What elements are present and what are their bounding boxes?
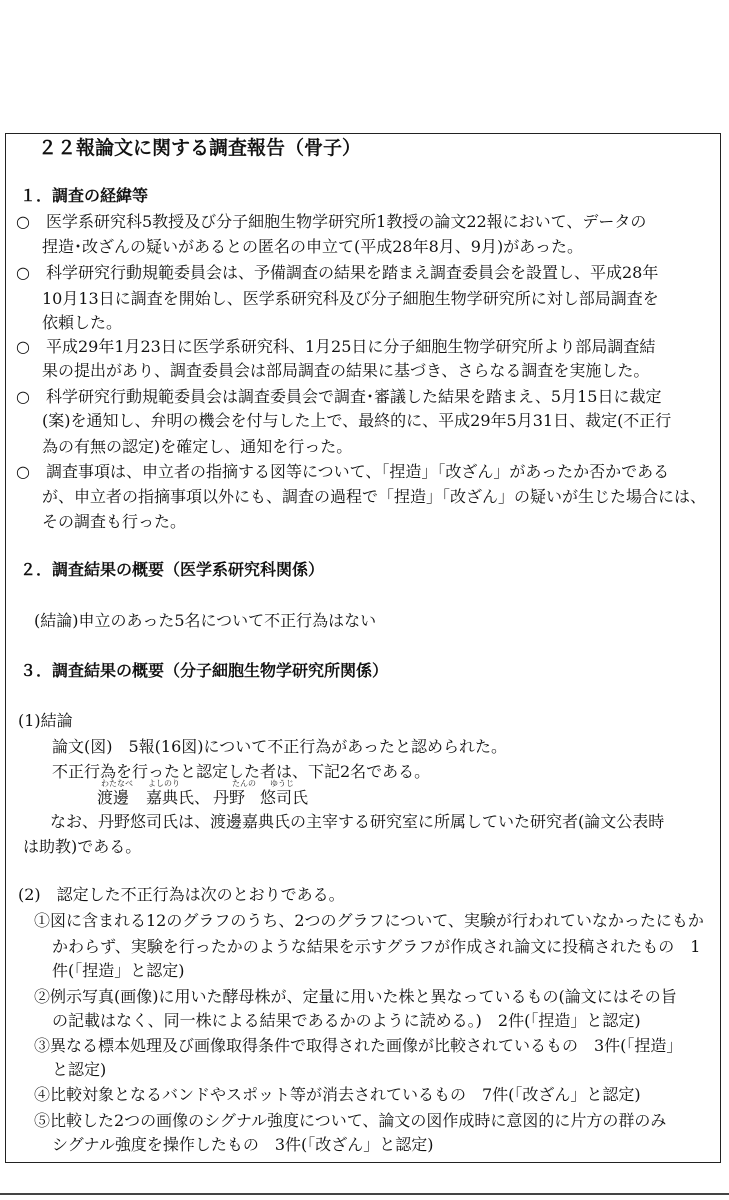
- para-2-line-3: 依頼した。: [42, 313, 123, 332]
- bottom-edge-line: [0, 1193, 729, 1195]
- para-3-line-2: 果の提出があり、調査委員会は部局調査の結果に基づき、さらなる調査を実施した。: [42, 361, 650, 380]
- para-1-line-1: ○ 医学系研究科5教授及び分子細胞生物学研究所1教授の論文22報において、データの: [16, 212, 647, 231]
- item-4-line-1: ④比較対象となるバンドやスポット等が消去されているもの 7件(「改ざん」と認定): [34, 1085, 641, 1104]
- name-3: 丹野: [213, 788, 246, 807]
- name-4-ruby: ゆうじ: [270, 779, 294, 788]
- name-2-ruby: よしのり: [148, 779, 180, 788]
- subsection-1-label: (1)結論: [18, 711, 73, 730]
- item-1-line-2: かわらず、実験を行ったかのような結果を示すグラフが作成され論文に投稿されたもの 1: [52, 937, 701, 956]
- note-line-1: なお、丹野悠司氏は、渡邊嘉典氏の主宰する研究室に所属していた研究者(論文公表時: [50, 812, 665, 831]
- item-5-line-1: ⑤比較した2つの画像のシグナル強度について、論文の図作成時に意図的に片方の群のみ: [34, 1111, 667, 1130]
- subsection-2-label: (2) 認定した不正行為は次のとおりである。: [18, 885, 345, 904]
- para-1-line-2: 捏造･改ざんの疑いがあるとの匿名の申立て(平成28年8月、9月)があった。: [42, 237, 584, 256]
- para-2-line-1: ○ 科学研究行動規範委員会は、予備調査の結果を踏まえ調査委員会を設置し、平成28年: [16, 263, 659, 282]
- para-4-line-2: (案)を通知し、弁明の機会を付与した上で、最終的に、平成29年5月31日、裁定(不正行: [42, 411, 672, 430]
- conclusion-line-1: 論文(図) 5報(16図)について不正行為があったと認められた。: [52, 737, 508, 756]
- section-2-conclusion: (結論)申立のあった5名について不正行為はない: [34, 611, 377, 630]
- section-1-heading: １．調査の経緯等: [20, 186, 149, 205]
- note-line-2: は助教)である。: [23, 837, 142, 856]
- para-3-line-1: ○ 平成29年1月23日に医学系研究科、1月25日に分子細胞生物学研究所より部局調査結: [16, 337, 656, 356]
- section-3-heading: ３．調査結果の概要（分子細胞生物学研究所関係）: [20, 661, 389, 680]
- item-2-line-2: の記載はなく、同一株による結果であるかのように読める。) 2件(「捏造」と認定): [52, 1011, 641, 1030]
- para-5-line-2: が、申立者の指摘事項以外にも、調査の過程で「捏造」「改ざん」の疑いが生じた場合には、: [42, 487, 707, 506]
- item-3-line-1: ③異なる標本処理及び画像取得条件で取得された画像が比較されているもの 3件(「捏造」: [34, 1036, 683, 1055]
- conclusion-line-2: 不正行為を行ったと認定した者は、下記2名である。: [52, 762, 431, 781]
- name-4: 悠司氏: [260, 788, 309, 807]
- item-1-line-1: ①図に含まれる12のグラフのうち、2つのグラフについて、実験が行われていなかったにもか: [34, 911, 704, 930]
- name-2: 嘉典氏、: [146, 788, 211, 807]
- para-5-line-3: その調査も行った。: [42, 512, 187, 531]
- para-5-line-1: ○ 調査事項は、申立者の指摘する図等について、「捏造」「改ざん」があったか否かである: [16, 462, 670, 481]
- para-2-line-2: 10月13日に調査を開始し、医学系研究科及び分子細胞生物学研究所に対し部局調査を: [42, 289, 659, 308]
- item-1-line-3: 件(「捏造」と認定): [52, 961, 185, 980]
- para-4-line-1: ○ 科学研究行動規範委員会は調査委員会で調査･審議した結果を踏まえ、5月15日に裁定: [16, 387, 662, 406]
- name-1-ruby: わたなべ: [101, 779, 133, 788]
- page-title: ２２報論文に関する調査報告（骨子）: [38, 137, 362, 159]
- name-1: 渡邊: [97, 788, 130, 807]
- item-3-line-2: と認定): [52, 1060, 107, 1079]
- item-5-line-2: シグナル強度を操作したもの 3件(「改ざん」と認定): [52, 1135, 434, 1154]
- name-3-ruby: たんの: [232, 779, 256, 788]
- item-2-line-1: ②例示写真(画像)に用いた酵母株が、定量に用いた株と異なっているもの(論文にはその旨: [34, 987, 677, 1006]
- document-frame: [5, 133, 721, 1163]
- para-4-line-3: 為の有無の認定)を確定し、通知を行った。: [42, 437, 353, 456]
- section-2-heading: ２．調査結果の概要（医学系研究科関係）: [20, 560, 325, 579]
